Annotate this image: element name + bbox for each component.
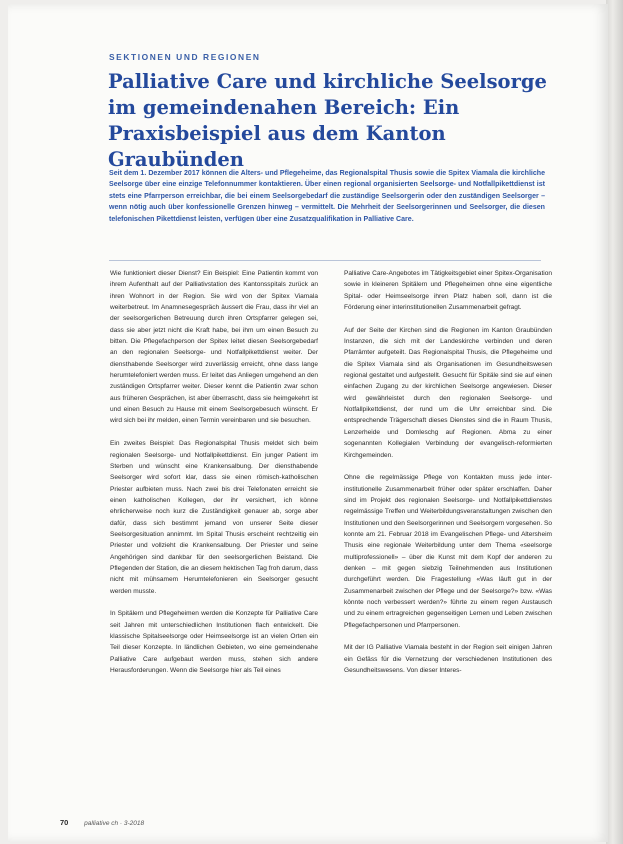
article-lead: Seit dem 1. Dezember 2017 können die Alters- und Pflegeheime, das Regionalspital Thusis sowie die Spitex Viamala die kirchliche Seelsorge über eine einzige Telefonnummer kontaktieren. Über einen regional organisierten Seelsorge- und Notfallpikettdienst ist stets eine Pfarrperson erreichbar, die bei einem Seelsorgebedarf die zuständige Seelsorgerin oder den zuständigen Seelsorger – wenn nötig auch über konfessionelle Grenzen hinweg – vermittelt. Die Mehrheit der Seelsorgerinnen und Seelsorger, die diesen telefonischen Pikettdienst leisten, verfügen über eine Zusatzqualifikation in Palliative Care. [109,170,545,223]
page-footer [60,818,260,827]
article-title: Palliative Care und kirchliche Seelsorge im gemeindenahen Bereich: Ein Praxisbeispiel aus dem Kanton Graubünden [108,70,547,171]
paragraph: Ohne die regelmässige Pflege von Kontakten muss jede inter-institutionelle Zusammenarbeit früher oder später erschlaffen. Daher sind im Projekt des regionalen Seelsorge- und Notfallpikettdienstes regelmässige Treffen und Weiterbildungsveranstaltungen zwischen den Institutionen und den Seelsorgerinnen und Seelsorgern vorgesehen. So konnte am 21. Februar 2018 im Evangelischen Pflege- und Altersheim Thusis eine regionale Weiterbildung unter dem Thema «seelsorge multiprofessionell» – über die Kunst mit dem Kopf der anderen zu denken – mit gegen siebzig Teilnehmenden aus Institutionen durchgeführt werden. Die Fragestellung «Was läuft gut in der Zusammenarbeit zwischen der Pflege und der Seelsorge?» bzw. «Was könnte noch verbessert werden?» führte zu einem regen Austausch und zu einem ertragreichen gegenseitigen Lernen und Leben zwischen Pflegefachpersonen und Pfarrpersonen. [344,474,552,629]
paragraph: Auf der Seite der Kirchen sind die Regionen im Kanton Graubünden Instanzen, die sich mit der Landeskirche verbinden und deren Pfarrämter aufgeteilt. Das Regionalspital Thusis, die Pflegeheime und die Spitex Viamala sind als Organisationen im Gesundheitswesen regional gestaltet und aufgestellt. Gesucht für Spitäle sind sie auf einen einfachen Zugang zu der kirchlichen Seelsorge angewiesen. Dieser wird gewährleistet durch den regionalen Seelsorge- und Notfallpikettdienst, der rund um die Uhr erreichbar sind. Die entsprechende Trägerschaft dieses Dienstes sind die in Raum Thusis, Lenzerheide und Domleschg auf Regionen. Abma zu einer sogenannten Kollegialen Verbindung der evangelisch-reformierten Kirchgemeinden. [344,326,552,459]
paragraph: Palliative Care-Angebotes im Tätigkeitsgebiet einer Spitex-Organisation sowie in kleineren Spitälern und Pflegeheimen ohne eine eigentliche Spital- oder Heimseelsorge ihren Platz haben soll, dann ist die Förderung einer interinstitutionellen Zusammenarbeit gefragt. [344,270,552,312]
divider [109,260,541,261]
paragraph: Mit der IG Palliative Viamala besteht in der Region seit einigen Jahren ein Gefäss für die Vernetzung der verschiedenen Institutionen des Gesundheitswesens. Von dieser Interes- [344,644,552,675]
adjacent-page-edge [606,0,623,844]
right-column [344,268,552,688]
paragraph: Wie funktioniert dieser Dienst? Ein Beispiel: Eine Patientin kommt von ihrem Aufenthalt auf der Palliativstation des Kantonsspitals zurück an ihren Wohnort in der Region. Sie wird von der Spitex Viamala weiterbetreut. Im Anamnesegespräch äussert die Frau, dass ihr viel an der seelsorgerlichen Betreuung durch ihren Ortspfarrer gelegen sei, dass sie aber jetzt nicht die Kraft habe, bei ihm um einen Besuch zu bitten. Die Pflegefachperson der Spitex leitet diesen Seelsorgebedarf an den regionalen Seelsorge- und Notfallpikettdienst weiter. Der diensthabende Seelsorger wird zuverlässig erreicht, ohne dass lange herumtelefoniert werden muss. Er leitet das Anliegen umgehend an den zuständigen Ortspfarrer weiter. Dieser kennt die Patientin zwar schon aus früheren Gesprächen, ist aber überrascht, dass sie heimgekehrt ist und einen Besuch zu Hause mit einem Seelsorgebesuch wünscht. Er wird sich bei ihr melden, einen Termin vereinbaren und sie besuchen. [110,270,318,425]
journal-name: palliative ch · 3-2018 [84,820,145,827]
page-number: 70 [60,818,69,827]
paragraph: In Spitälern und Pflegeheimen werden die Konzepte für Palliative Care seit Jahren mit unterschiedlichen Institutionen flach entwickelt. Die klassische Spitalseelsorge oder Heimseelsorge ist an vielen Orten ein Teil dieser Konzepte. In ländlichen Gebieten, wo eine gemeindenahe Palliative Care aufgebaut werden muss, stehen sich andere Herausforderungen. Wenn die Seelsorge hier als Teil eines [110,610,318,675]
left-column [110,268,318,688]
paragraph: Ein zweites Beispiel: Das Regionalspital Thusis meldet sich beim regionalen Seelsorge- und Notfallpikettdienst. Ein junger Patient im Sterben und wünscht eine Krankensalbung. Der diensthabende Seelsorger wird sofort klar, dass sie einen römisch-katholischen Priester aufbieten muss. Nach zwei bis drei Telefonaten erreicht sie einen katholischen Kollegen, der ihr versichert, ich könne ehrlicherweise noch kurz die Zuständigkeit genauer ab, sorge aber dafür, dass sich bestimmt jemand von unserer Seite dieser Seelsorgesituation annimmt. Im Spital Thusis erscheint rechtzeitig ein Priester und vollzieht die Krankensalbung. Der Priester und seine Angehörigen sind dankbar für den seelsorgerlichen Beistand. Die Pflegenden der Station, die an diesem hektischen Tag froh darum, dass nicht mit mühsamem Herumtelefonieren ein Seelsorger gesucht werden musste. [110,440,318,595]
section-label: SEKTIONEN UND REGIONEN [109,52,261,62]
